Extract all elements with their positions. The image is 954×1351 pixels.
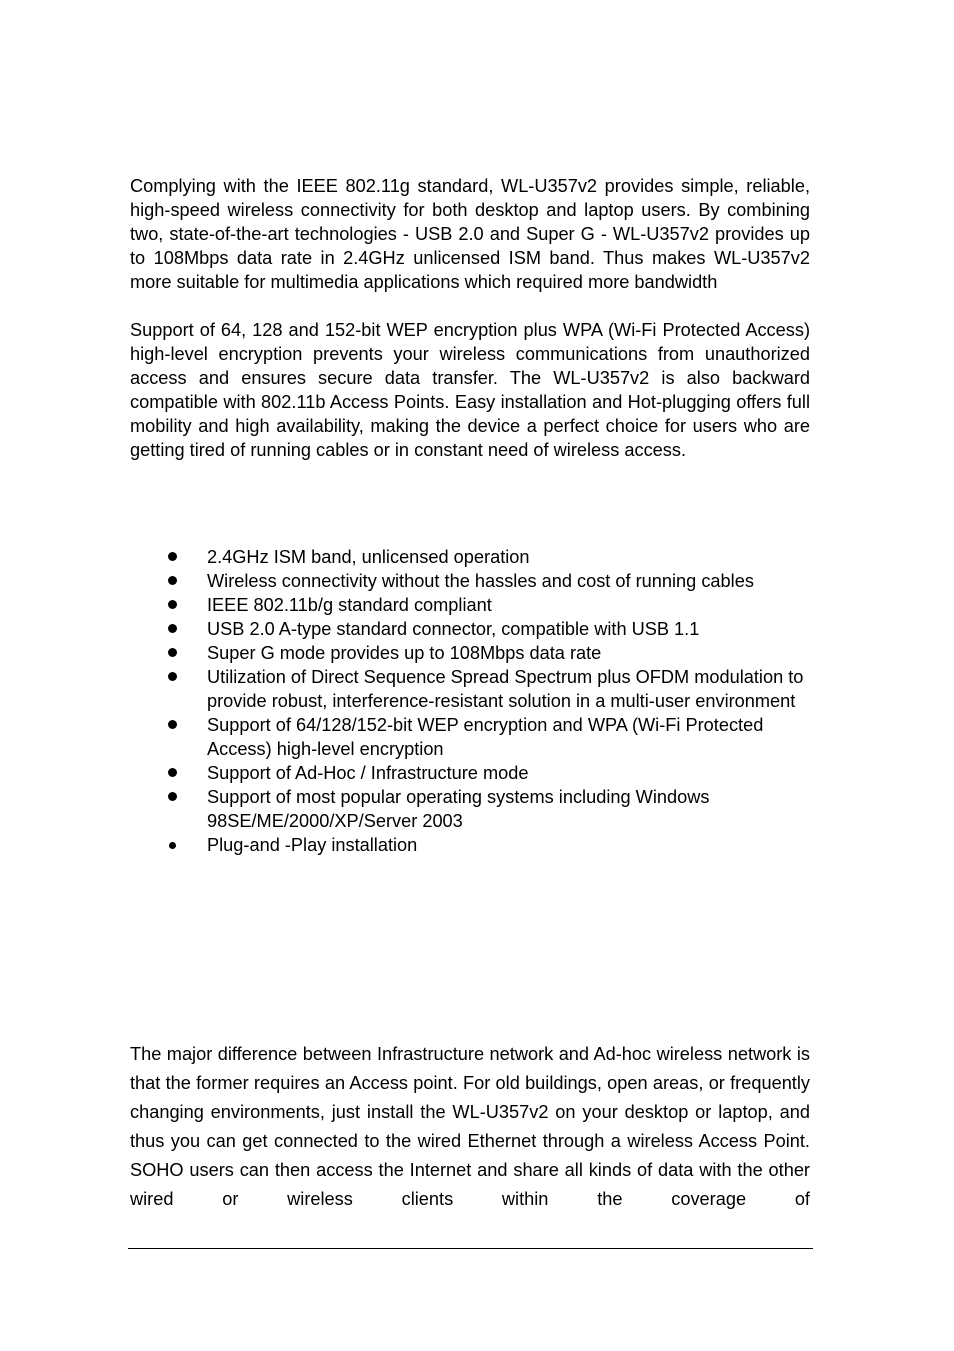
- intro-paragraph-1: Complying with the IEEE 802.11g standard, WL-U357v2 provides simple, reliable, high-speed wireless connectivity for both desktop and laptop users. By combining two, state-of-the-art technologies - USB 2.0 and Super G - WL-U357v2 provides up to 108Mbps data rate in 2.4GHz unlicensed ISM band. Thus makes WL-U357v2 more suitable for multimedia applications which required more bandwidth: [130, 176, 810, 292]
- feature-text: Utilization of Direct Sequence Spread Spectrum plus OFDM modulation to provide robust, interference-resistant solution in a multi-user environment: [207, 667, 804, 711]
- feature-text: USB 2.0 A-type standard connector, compatible with USB 1.1: [207, 619, 700, 639]
- feature-text: Support of most popular operating systems including Windows 98SE/ME/2000/XP/Server 2003: [207, 787, 710, 831]
- feature-item: [130, 761, 810, 785]
- feature-text: IEEE 802.11b/g standard compliant: [207, 595, 492, 615]
- feature-item: [130, 833, 810, 857]
- bullet-icon: [168, 624, 177, 633]
- feature-text: Wireless connectivity without the hassles and cost of running cables: [207, 571, 754, 591]
- intro-paragraph-2: Support of 64, 128 and 152-bit WEP encryption plus WPA (Wi-Fi Protected Access) high-level encryption prevents your wireless communications from unauthorized access and ensures secure data transfer. The WL-U357v2 is also backward compatible with 802.11b Access Points. Easy installation and Hot-plugging offers full mobility and high availability, making the device a perfect choice for users who are getting tired of running cables or in constant need of wireless access.: [130, 320, 810, 460]
- features-list: [130, 545, 810, 857]
- feature-text: Support of Ad-Hoc / Infrastructure mode: [207, 763, 529, 783]
- bullet-icon: [168, 792, 177, 801]
- feature-item: [130, 545, 810, 569]
- feature-item: [130, 617, 810, 641]
- bullet-icon: [168, 648, 177, 657]
- infrastructure-paragraph: The major difference between Infrastructure network and Ad-hoc wireless network is that the former requires an Access point. For old buildings, open areas, or frequently changing environments, just install the WL-U357v2 on your desktop or laptop, and thus you can get connected to the wired Ethernet through a wireless Access Point. SOHO users can then access the Internet and share all kinds of data with the other wired or wireless clients within the coverage of: [130, 1044, 810, 1209]
- bullet-icon: [168, 552, 177, 561]
- bullet-icon: [168, 768, 177, 777]
- feature-text: Support of 64/128/152-bit WEP encryption and WPA (Wi-Fi Protected Access) high-level encryption: [207, 715, 764, 759]
- feature-text: Super G mode provides up to 108Mbps data rate: [207, 643, 602, 663]
- feature-text: 2.4GHz ISM band, unlicensed operation: [207, 547, 530, 567]
- bullet-icon: [168, 672, 177, 681]
- feature-item: [130, 593, 810, 617]
- feature-text: Plug-and -Play installation: [207, 835, 418, 855]
- bullet-icon: [169, 842, 176, 849]
- feature-item: [130, 569, 810, 593]
- feature-item: [130, 641, 810, 665]
- feature-item: [130, 665, 810, 713]
- feature-item: [130, 713, 810, 761]
- bullet-icon: [168, 576, 177, 585]
- bullet-icon: [168, 600, 177, 609]
- feature-item: [130, 785, 810, 833]
- bullet-icon: [168, 720, 177, 729]
- footer-divider: [128, 1248, 813, 1249]
